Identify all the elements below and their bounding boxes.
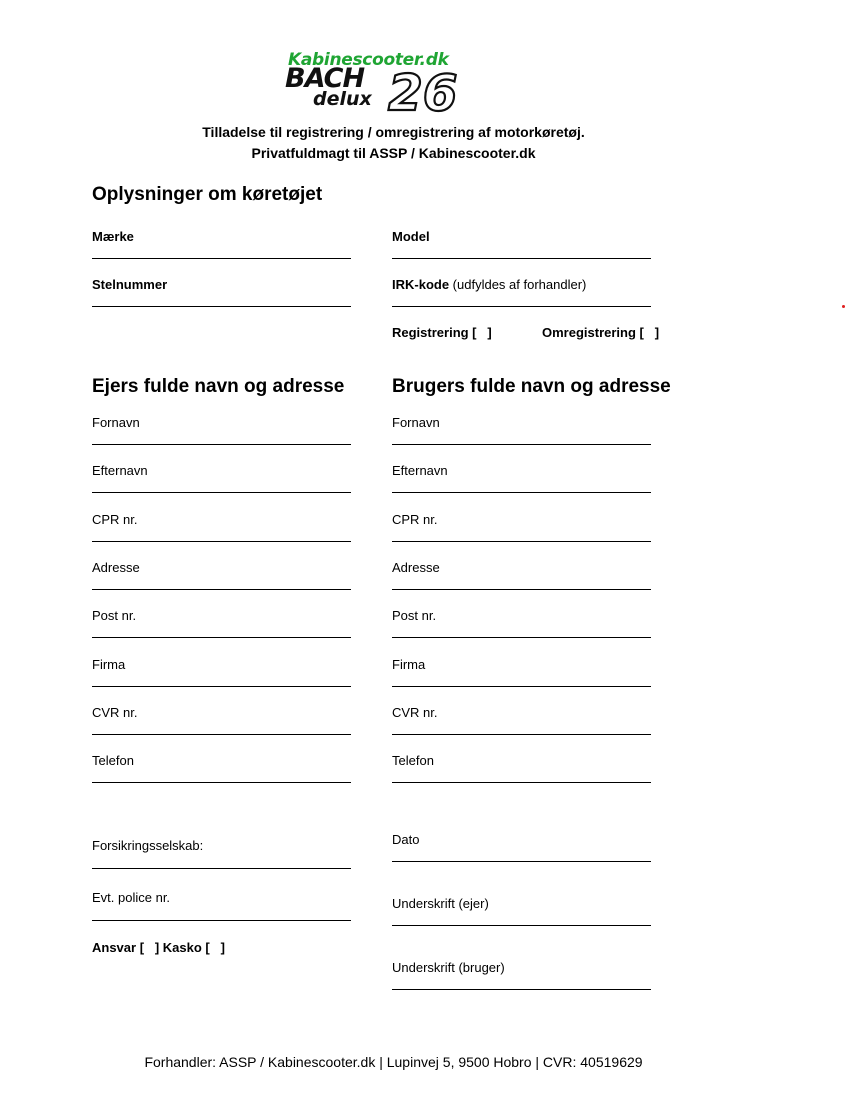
user-field-label: Adresse: [392, 560, 440, 575]
insurance-company-field-line[interactable]: [92, 868, 351, 869]
owner-field-line[interactable]: [92, 734, 351, 735]
omregistrering-checkbox[interactable]: Omregistrering [ ]: [542, 325, 660, 340]
user-field-label: Telefon: [392, 753, 434, 768]
owner-field-label: Telefon: [92, 753, 134, 768]
owner-signature-label: Underskrift (ejer): [392, 896, 489, 911]
owner-field-label: Firma: [92, 657, 126, 672]
user-field-line[interactable]: [392, 686, 651, 687]
irk-kode-note: (udfyldes af forhandler): [449, 277, 587, 292]
red-marker-dot: [842, 305, 845, 308]
owner-field-line[interactable]: [92, 686, 351, 687]
user-field-line[interactable]: [392, 782, 651, 783]
vehicle-section-heading: Oplysninger om køretøjet: [92, 184, 323, 205]
user-field-label: Post nr.: [392, 608, 437, 623]
maerke-label: Mærke: [92, 229, 134, 244]
owner-field-label: Efternavn: [92, 463, 148, 478]
user-field-line[interactable]: [392, 492, 651, 493]
owner-field-label: Post nr.: [92, 608, 137, 623]
logo-number-text: 26: [388, 66, 458, 114]
document-title-line2: Privatfuldmagt til ASSP / Kabinescooter.dk: [251, 145, 536, 161]
user-field-line[interactable]: [392, 444, 651, 445]
owner-field-label: CPR nr.: [92, 512, 138, 527]
owner-field-label: Fornavn: [92, 415, 140, 430]
irk-kode-field-line[interactable]: [392, 306, 651, 307]
stelnummer-label: Stelnummer: [92, 277, 168, 292]
logo-brand-text: Kabinescooter.dk: [288, 50, 449, 70]
owner-field-label: CVR nr.: [92, 705, 138, 720]
insurance-company-label: Forsikringsselskab:: [92, 838, 204, 853]
user-section-heading: Brugers fulde navn og adresse: [392, 376, 671, 397]
user-field-label: CPR nr.: [392, 512, 438, 527]
user-field-label: Firma: [392, 657, 426, 672]
owner-field-line[interactable]: [92, 444, 351, 445]
stelnummer-field-line[interactable]: [92, 306, 351, 307]
owner-field-line[interactable]: [92, 589, 351, 590]
owner-field-line[interactable]: [92, 637, 351, 638]
logo-model-text: BACH: [285, 63, 365, 94]
owner-field-line[interactable]: [92, 782, 351, 783]
document-title-line1: Tilladelse til registrering / omregistrering af motorkøretøj.: [202, 124, 585, 140]
dealer-footer: Forhandler: ASSP / Kabinescooter.dk | Lupinvej 5, 9500 Hobro | CVR: 40519629: [144, 1054, 643, 1070]
policy-number-field-line[interactable]: [92, 920, 351, 921]
user-field-line[interactable]: [392, 589, 651, 590]
user-field-line[interactable]: [392, 734, 651, 735]
user-signature-label: Underskrift (bruger): [392, 960, 505, 975]
irk-kode-title: IRK-kode: [392, 277, 450, 292]
registrering-checkbox[interactable]: Registrering [ ]: [392, 325, 492, 340]
logo-variant-text: delux: [313, 88, 372, 110]
logo-number-graphic: [386, 66, 490, 114]
user-field-label: CVR nr.: [392, 705, 438, 720]
owner-field-label: Adresse: [92, 560, 140, 575]
user-signature-line[interactable]: [392, 989, 651, 990]
irk-kode-label: [392, 277, 586, 292]
maerke-field-line[interactable]: [92, 258, 351, 259]
user-field-line[interactable]: [392, 541, 651, 542]
user-field-label: Efternavn: [392, 463, 448, 478]
owner-section-heading: Ejers fulde navn og adresse: [92, 376, 345, 397]
date-label: Dato: [392, 832, 420, 847]
user-field-line[interactable]: [392, 637, 651, 638]
policy-number-label: Evt. police nr.: [92, 890, 171, 905]
logo: [280, 50, 500, 116]
owner-field-line[interactable]: [92, 492, 351, 493]
model-field-line[interactable]: [392, 258, 651, 259]
owner-signature-line[interactable]: [392, 925, 651, 926]
date-field-line[interactable]: [392, 861, 651, 862]
user-field-label: Fornavn: [392, 415, 440, 430]
owner-field-line[interactable]: [92, 541, 351, 542]
model-label: Model: [392, 229, 430, 244]
coverage-checkboxes[interactable]: Ansvar [ ] Kasko [ ]: [92, 940, 225, 955]
